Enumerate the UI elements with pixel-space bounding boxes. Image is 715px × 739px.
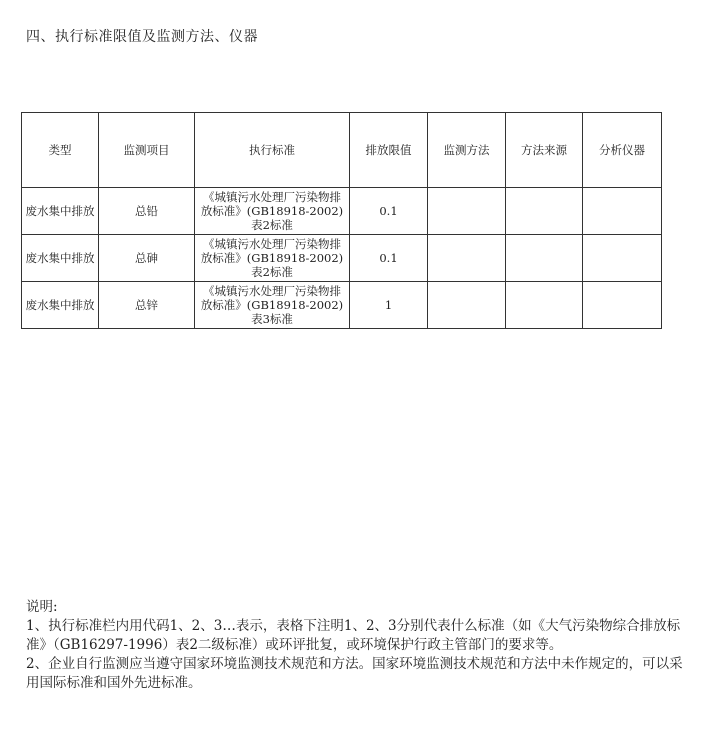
header-standard: 执行标准	[195, 113, 350, 188]
cell-limit: 0.1	[350, 188, 428, 235]
cell-type: 废水集中排放	[22, 235, 99, 282]
cell-instrument	[583, 282, 662, 329]
cell-type: 废水集中排放	[22, 188, 99, 235]
cell-method	[428, 188, 506, 235]
cell-source	[506, 282, 583, 329]
cell-standard: 《城镇污水处理厂污染物排放标准》(GB18918-2002)表2标准	[195, 235, 350, 282]
cell-item: 总铅	[99, 188, 195, 235]
section-title: 四、执行标准限值及监测方法、仪器	[26, 29, 258, 45]
header-source: 方法来源	[506, 113, 583, 188]
header-method: 监测方法	[428, 113, 506, 188]
notes	[26, 598, 694, 693]
cell-item: 总砷	[99, 235, 195, 282]
table-row	[22, 282, 662, 329]
note-item-1: 1、执行标准栏内用代码1、2、3…表示，表格下注明1、2、3分别代表什么标准（如《大气污染物综合排放标准》（GB16297-1996）表2二级标准）或环评批复，或环境保护行政主管部门的要求等。	[26, 618, 681, 653]
note-item-2: 2、企业自行监测应当遵守国家环境监测技术规范和方法。国家环境监测技术规范和方法中未作规定的，可以采用国际标准和国外先进标准。	[26, 656, 683, 691]
cell-limit: 1	[350, 282, 428, 329]
standards-table	[21, 112, 662, 329]
header-item: 监测项目	[99, 113, 195, 188]
cell-source	[506, 188, 583, 235]
notes-heading: 说明:	[26, 599, 58, 615]
header-type: 类型	[22, 113, 99, 188]
table-row	[22, 235, 662, 282]
cell-item: 总锌	[99, 282, 195, 329]
cell-instrument	[583, 188, 662, 235]
cell-source	[506, 235, 583, 282]
table-header-row	[22, 113, 662, 188]
cell-type: 废水集中排放	[22, 282, 99, 329]
cell-limit: 0.1	[350, 235, 428, 282]
cell-standard: 《城镇污水处理厂污染物排放标准》(GB18918-2002)表3标准	[195, 282, 350, 329]
cell-method	[428, 282, 506, 329]
cell-instrument	[583, 235, 662, 282]
cell-standard: 《城镇污水处理厂污染物排放标准》(GB18918-2002)表2标准	[195, 188, 350, 235]
cell-method	[428, 235, 506, 282]
header-limit: 排放限值	[350, 113, 428, 188]
table-row	[22, 188, 662, 235]
header-instrument: 分析仪器	[583, 113, 662, 188]
